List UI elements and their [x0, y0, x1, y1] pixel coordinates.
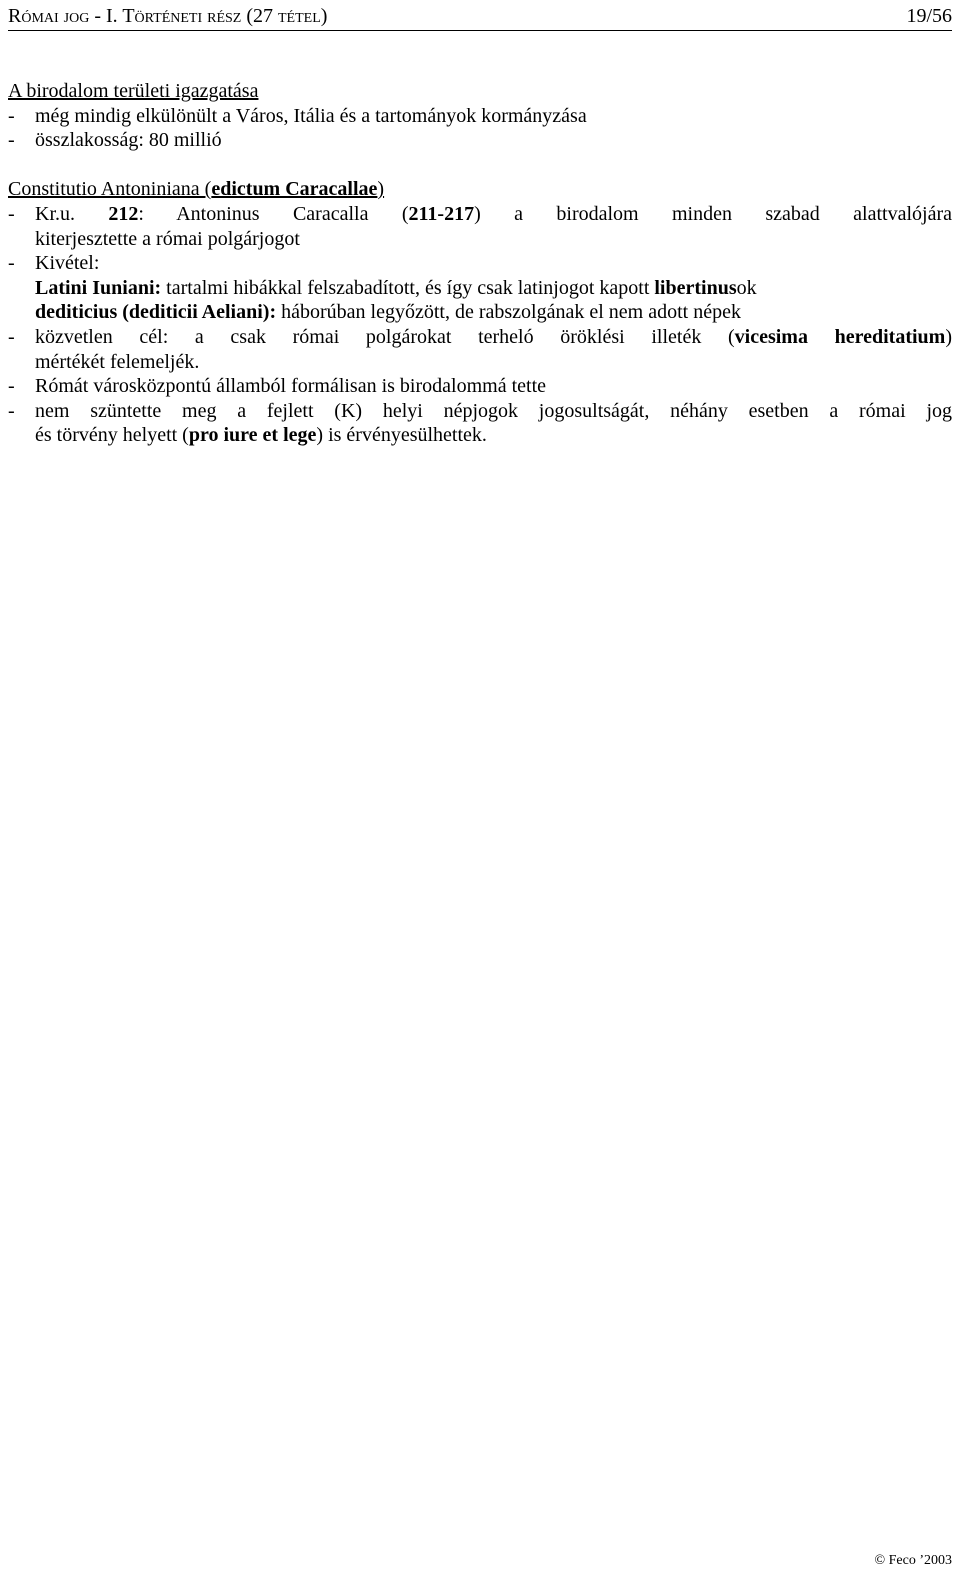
- list-item: - Rómát városközpontú államból formálisan is birodalommá tette: [8, 375, 546, 398]
- exception-latini: Latini Iuniani: tartalmi hibákkal felszabadított, és így csak latinjogot kapott libertinusok: [35, 276, 757, 299]
- list-item: - nem szüntette meg a fejlett (K) helyi népjogok jogosultságát, néhány esetben a római jog: [8, 399, 952, 422]
- document-title: Római jog - I. Történeti rész (27 tétel): [8, 5, 328, 27]
- list-item-continuation: kiterjesztette a római polgárjogot: [35, 227, 300, 250]
- list-item: - Kivétel:: [8, 252, 100, 275]
- document-body: [8, 79, 952, 448]
- page-number: 19/56: [906, 5, 952, 27]
- exception-dediticius: dediticius (dediticii Aeliani): háborúban legyőzött, de rabszolgának el nem adott népek: [35, 301, 741, 324]
- list-item: - összlakosság: 80 millió: [8, 129, 222, 152]
- list-item-continuation: és törvény helyett (pro iure et lege) is érvényesülhettek.: [35, 424, 487, 447]
- copyright-footer: © Feco ’2003: [874, 1553, 952, 1568]
- list-item: - még mindig elkülönült a Város, Itália és a tartományok kormányzása: [8, 104, 587, 127]
- list-item-continuation: mértékét felemeljék.: [35, 350, 200, 373]
- page-header: [8, 4, 952, 31]
- list-item: - közvetlen cél: a csak római polgárokat terheló öröklési illeték (vicesima hereditatium): [8, 325, 953, 348]
- list-item: - Kr.u. 212: Antoninus Caracalla (211-217) a birodalom minden szabad alattvalójára: [8, 202, 952, 225]
- section-heading: Constitutio Antoniniana (edictum Caracallae): [8, 178, 385, 201]
- section-heading: A birodalom területi igazgatása: [8, 80, 259, 102]
